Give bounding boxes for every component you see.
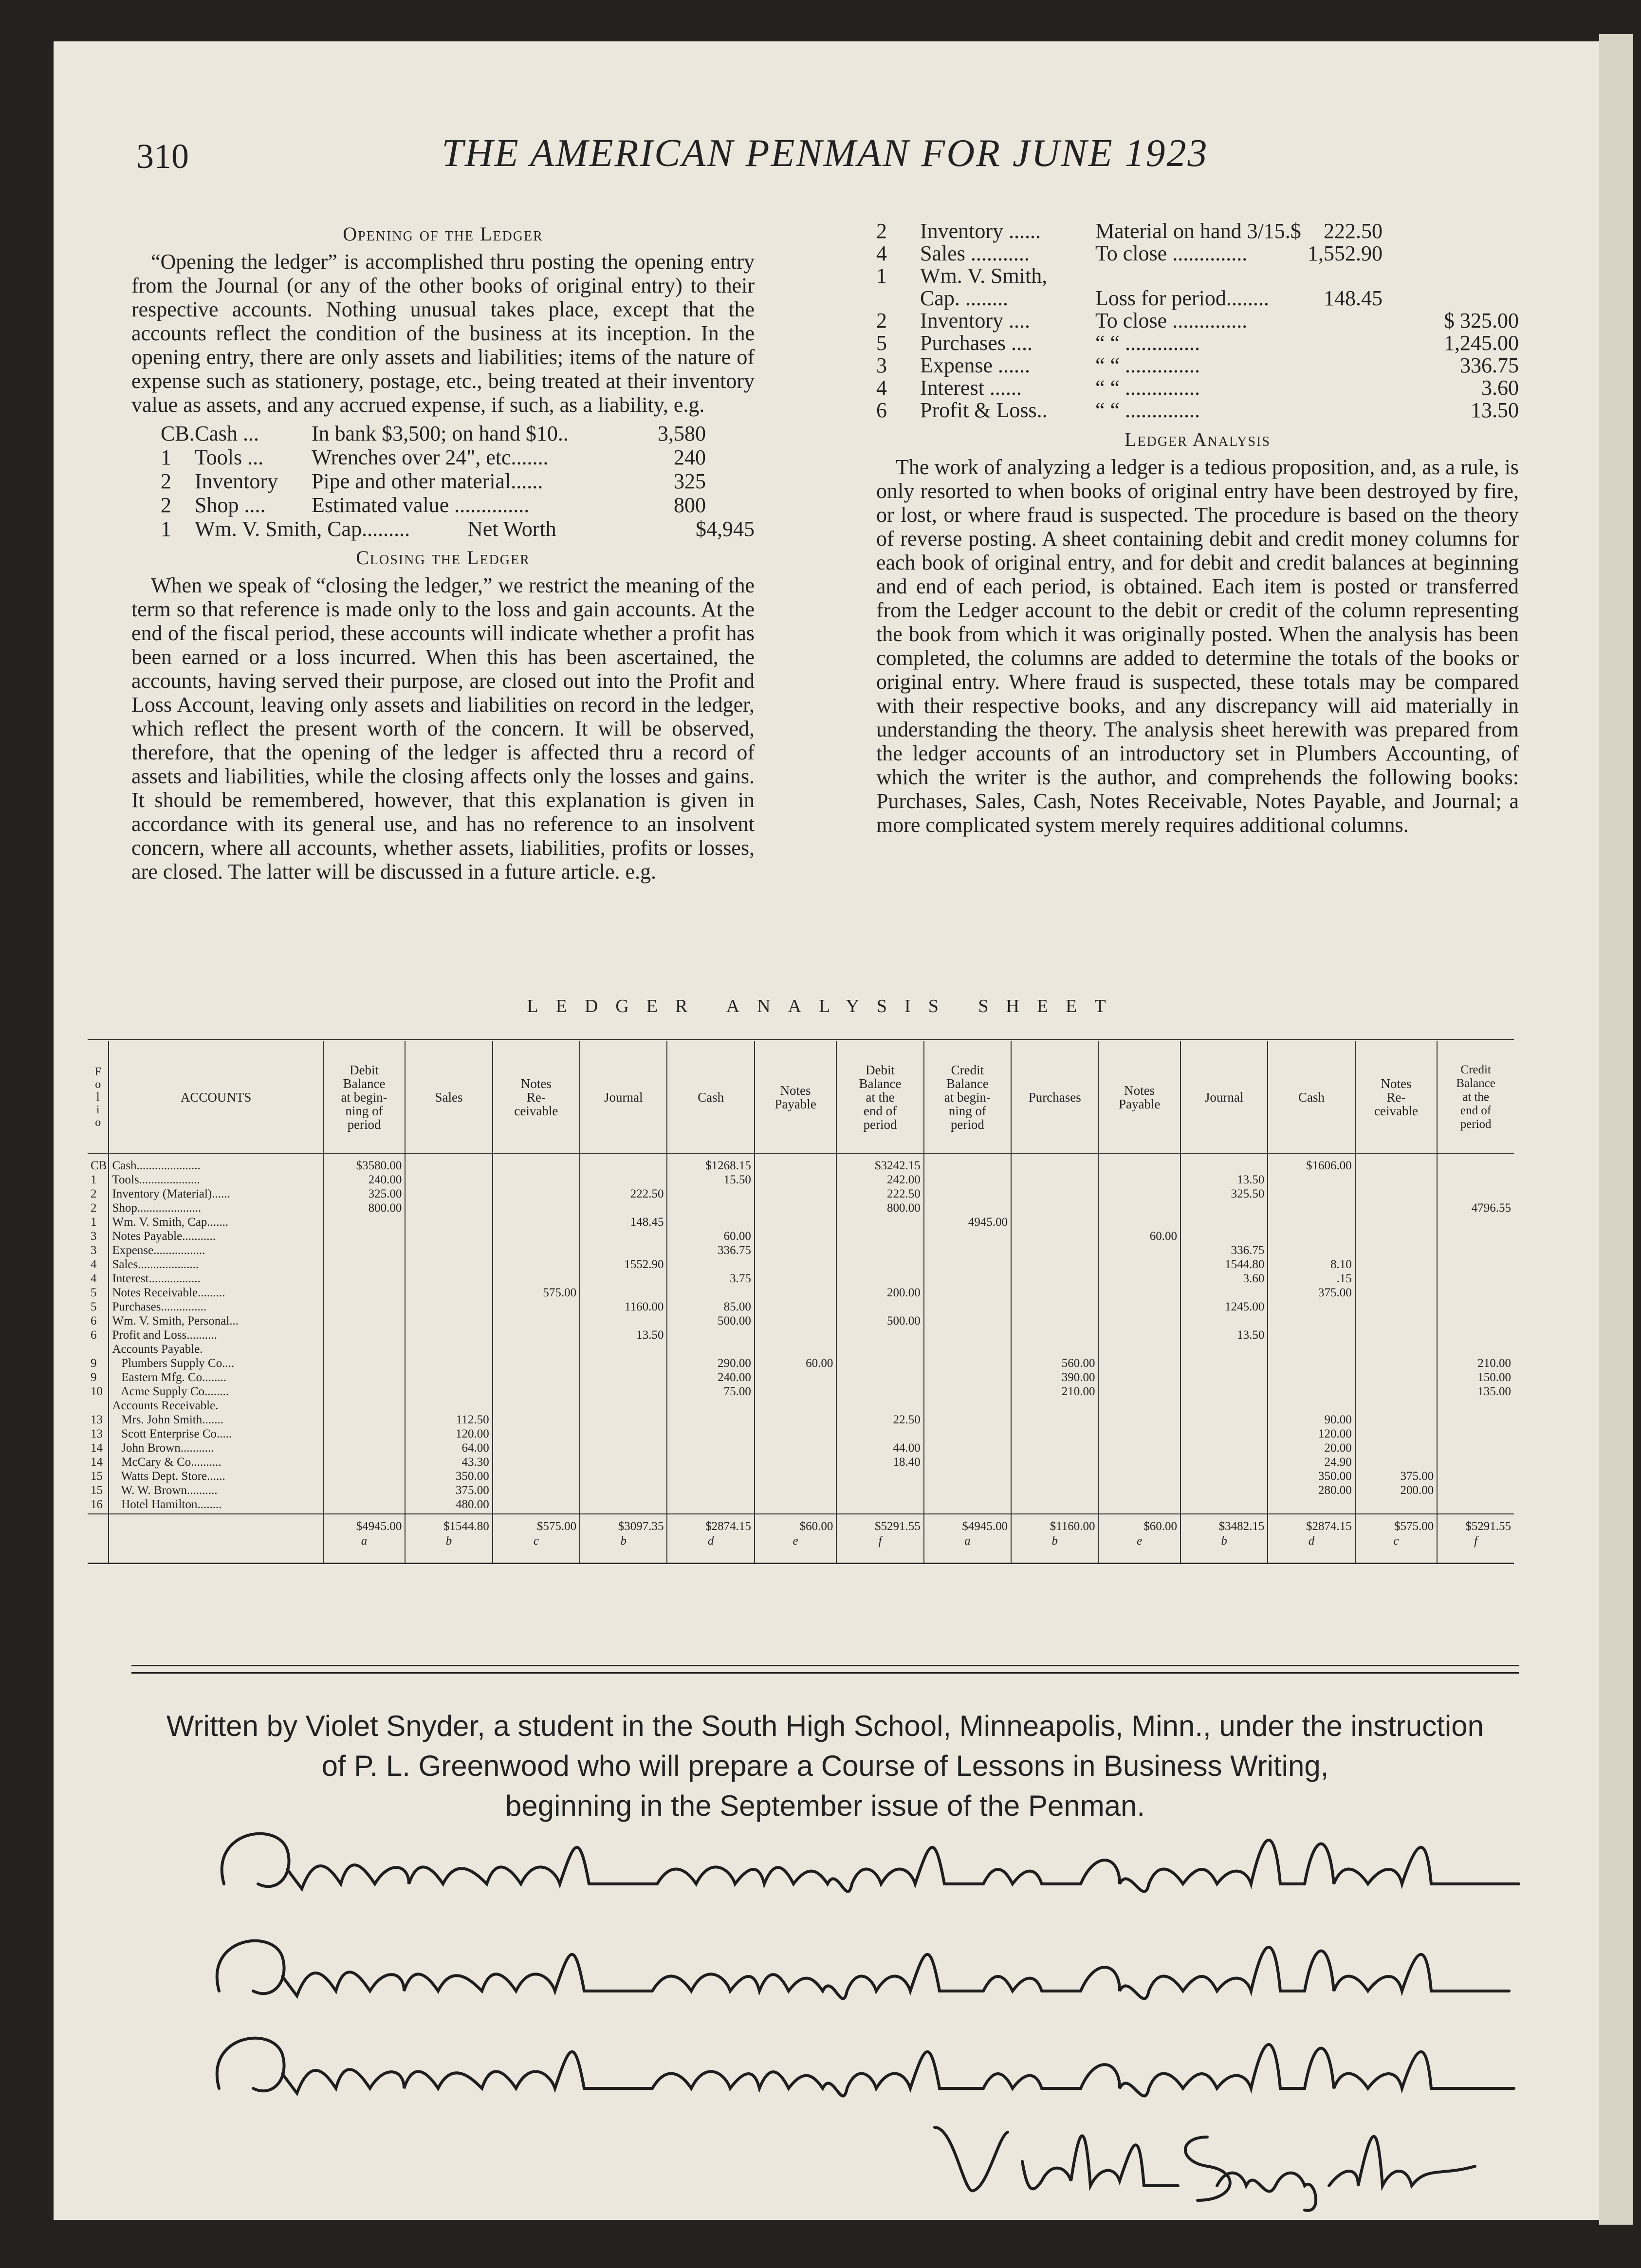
cell-debit-begin: $3580.00 240.00 325.00 800.00 [323, 1153, 406, 1514]
col-notes-receivable: Notes Re- ceivable [493, 1040, 580, 1153]
total-journal: $3097.35 b [580, 1514, 667, 1564]
table-body-row [88, 1153, 1514, 1514]
penmanship-line-1 [204, 1811, 1529, 1908]
adjacent-page-edge [1599, 34, 1633, 2225]
totals-row [88, 1514, 1514, 1564]
closing-entry: 1 Wm. V. Smith, [876, 264, 1048, 288]
cell-cash: $1268.15 15.50 60.00 336.75 3.75 85.00 500.00 290.00 240.00 75.00 [667, 1153, 754, 1514]
opening-heading: Opening of the Ledger [343, 223, 543, 245]
double-rule [131, 1665, 1519, 1674]
page-number: 310 [136, 137, 189, 176]
total-cash: $2874.15 d [667, 1514, 754, 1564]
running-head [136, 122, 1514, 175]
violet-snyder-signature [925, 2108, 1485, 2215]
cell-notes-receivable-credit: 375.00 200.00 [1355, 1153, 1438, 1514]
col-notes-payable: Notes Payable [755, 1040, 837, 1153]
cell-credit-end: 4796.55 210.00 150.00 135.00 [1437, 1153, 1514, 1514]
credit-line-2: of P. L. Greenwood who will prepare a Course of Lessons in Business Writing, [321, 1750, 1329, 1782]
cell-notes-payable-credit: 60.00 [1098, 1153, 1180, 1514]
penmanship-line-2 [204, 1918, 1529, 2015]
cell-sales: 112.50 120.00 64.00 43.30 350.00 375.00 480.00 [405, 1153, 492, 1514]
cell-purchases: 560.00 390.00 210.00 [1011, 1153, 1098, 1514]
closing-entry: 2 Inventory ...... Material on hand 3/15.$ 222.50 [876, 219, 1383, 243]
cell-journal-credit: 13.50 325.50 336.75 1544.80 3.60 1245.00 13.50 [1180, 1153, 1268, 1514]
col-journal: Journal [580, 1040, 667, 1153]
cell-debit-end: $3242.15 242.00 222.50 800.00 200.00 500.00 22.50 44.00 18.40 [836, 1153, 923, 1514]
opening-entries [161, 422, 755, 541]
total-credit-end: $5291.55 f [1437, 1514, 1514, 1564]
analysis-heading: Ledger Analysis [1125, 428, 1271, 450]
col-notes-payable-credit: Notes Payable [1098, 1040, 1180, 1153]
cell-folio: CB 1 2 2 1 3 3 4 4 5 5 6 6 9 9 10 13 13 14 14 15 15 16 [91, 1159, 107, 1511]
opening-paragraph: “Opening the ledger” is accomplished thru posting the opening entry from the Journal (or any of the other books of original entry) to their respective accounts. Nothing unusual takes place, except that the accounts reflect the condition of the business at its inception. In the opening entry, there are only assets and liabilities; items of the nature of expense such as stationery, postage, etc., being treated at their inventory value as assets, and any accrued expense, if such, as a liability, e.g. [131, 250, 755, 417]
total-notes-payable: $60.00 e [755, 1514, 837, 1564]
cell-credit-begin: 4945.00 [924, 1153, 1011, 1514]
opening-entry: 1 Wm. V. Smith, Cap......... Net Worth $4,945 [161, 517, 755, 541]
closing-entry: 6 Profit & Loss.. “ “ .............. 13.50 [876, 398, 1519, 422]
col-cash-credit: Cash [1268, 1040, 1355, 1153]
total-notes-receivable-credit: $575.00 c [1355, 1514, 1438, 1564]
total-debit-end: $5291.55 f [836, 1514, 923, 1564]
col-debit-begin: Debit Balance at begin- ning of period [323, 1040, 406, 1153]
col-sales: Sales [405, 1040, 492, 1153]
penmanship-line-3 [204, 2015, 1529, 2113]
cell-notes-payable: 60.00 [755, 1153, 837, 1514]
credit-line-3: beginning in the September issue of the Penman. [505, 1789, 1145, 1822]
opening-entry: 2 Shop .... Estimated value .............. 800 [161, 493, 706, 517]
penmanship-text: A moment misspent is a jewel lost [204, 2015, 211, 2016]
author-credit [107, 1706, 1543, 1826]
credit-line-1: Written by Violet Snyder, a student in the South High School, Minneapolis, Minn., under the instruction [166, 1710, 1484, 1742]
col-notes-receivable-credit: Notes Re- ceivable [1355, 1040, 1438, 1153]
total-notes-payable-credit: $60.00 e [1098, 1514, 1180, 1564]
col-cash: Cash [667, 1040, 754, 1153]
col-debit-end: Debit Balance at the end of period [836, 1040, 923, 1153]
closing-entry: 4 Interest ...... “ “ .............. 3.60 [876, 376, 1519, 400]
total-sales: $1544.80 b [405, 1514, 492, 1564]
closing-heading: Closing the Ledger [356, 547, 530, 569]
total-purchases: $1160.00 b [1011, 1514, 1098, 1564]
closing-entry: 3 Expense ...... “ “ .............. 336.75 [876, 353, 1519, 377]
closing-entry: Cap. ........ Loss for period........ 148.45 [920, 286, 1383, 310]
closing-entry: 5 Purchases .... “ “ .............. 1,245.00 [876, 331, 1519, 355]
closing-entry: 2 Inventory .... To close .............. $ 325.00 [876, 309, 1519, 332]
closing-entries [876, 219, 1519, 421]
col-accounts: ACCOUNTS [109, 1040, 323, 1153]
opening-entry: 1 Tools ... Wrenches over 24", etc....... 240 [161, 445, 706, 469]
analysis-paragraph: The work of analyzing a ledger is a tedious proposition, and, as a rule, is only resorted to when books of original entry have been destroyed by fire, or lost, or where fraud is suspected. The procedure is based on the theory of reverse posting. A sheet containing debit and credit money columns for each book of original entry, and for debit and credit balances at beginning and end of each period, is obtained. Each item is posted or transferred from the Ledger account to the debit or credit of the column representing the book from which it was originally posted. When the analysis has been completed, the columns are added to determine the totals of the books or original entry. Where fraud is suspected, these totals may be compared with their respective books, and any discrepancy will aid materially in understanding the theory. The analysis sheet herewith was prepared from the ledger accounts of an introductory set in Plumbers Accounting, of which the writer is the author, and comprehends the following books: Purchases, Sales, Cash, Notes Receivable, Notes Payable, and Journal; a more complicated system merely requires additional columns. [876, 455, 1519, 837]
sheet-title: LEDGER ANALYSIS SHEET [527, 996, 1124, 1016]
cell-notes-receivable: 575.00 [493, 1153, 580, 1514]
total-credit-begin: $4945.00 a [924, 1514, 1011, 1564]
left-column [131, 219, 755, 884]
cell-journal: 222.50 148.45 1552.90 1160.00 13.50 [580, 1153, 667, 1514]
total-journal-credit: $3482.15 b [1180, 1514, 1268, 1564]
opening-entry: CB. Cash ... In bank $3,500; on hand $10.. 3,580 [161, 422, 706, 445]
col-purchases: Purchases [1011, 1040, 1098, 1153]
col-journal-credit: Journal [1180, 1040, 1268, 1153]
col-credit-begin: Credit Balance at begin- ning of period [924, 1040, 1011, 1153]
col-folio: F o l i o [88, 1040, 109, 1153]
cell-accounts: Cash..................... Tools.................... Inventory (Material)...... Shop..................... Wm. V. Smith, Cap....... Notes Payable........... Expense................. Sales.................... Interest................. Notes Receivable......... Purchases............... Wm. V. Smith, Personal... Profit and Loss.......... Accounts Payable. Plumbers Supply Co.... Eastern Mfg. Co........ Acme Supply Co........ Accounts Receivable. Mrs. John Smith....... Scott Enterprise Co..... John Brown........... McCary & Co.......... Watts Dept. Store...... W. W. Brown.......... Hotel Hamilton........ [109, 1153, 323, 1514]
total-notes-receivable: $575.00 c [493, 1514, 580, 1564]
table-header-row [88, 1040, 1514, 1153]
right-column [876, 219, 1519, 837]
opening-entry: 2 Inventory Pipe and other material...... 325 [161, 469, 706, 493]
closing-paragraph: When we speak of “closing the ledger,” we restrict the meaning of the term so that reference is made only to the loss and gain accounts. At the end of the fiscal period, these accounts will indicate whether a profit has been earned or a loss incurred. When this has been ascertained, the accounts, having served their purpose, are closed out into the Profit and Loss Account, leaving only assets and liabilities on record in the ledger, which reflect the present worth of the concern. It will be observed, therefore, that the opening of the ledger is affected thru a record of assets and liabilities, while the closing affects only the losses and gains. It should be remembered, however, that this explanation is given in accordance with its general use, and has no reference to an insolvent concern, where all accounts, whether assets, liabilities, profits or losses, are closed. The latter will be discussed in a future article. e.g. [131, 573, 755, 884]
ledger-analysis-table [88, 1039, 1514, 1564]
total-debit-begin: $4945.00 a [323, 1514, 406, 1564]
total-cash-credit: $2874.15 d [1268, 1514, 1355, 1564]
running-title: THE AMERICAN PENMAN FOR JUNE 1923 [442, 132, 1209, 175]
cell-cash-credit: $1606.00 8.10 .15 375.00 90.00 120.00 20.00 24.90 350.00 280.00 [1268, 1153, 1355, 1514]
col-credit-end: Credit Balance at the end of period [1437, 1040, 1514, 1153]
closing-entry: 4 Sales ........... To close .............. 1,552.90 [876, 241, 1383, 265]
